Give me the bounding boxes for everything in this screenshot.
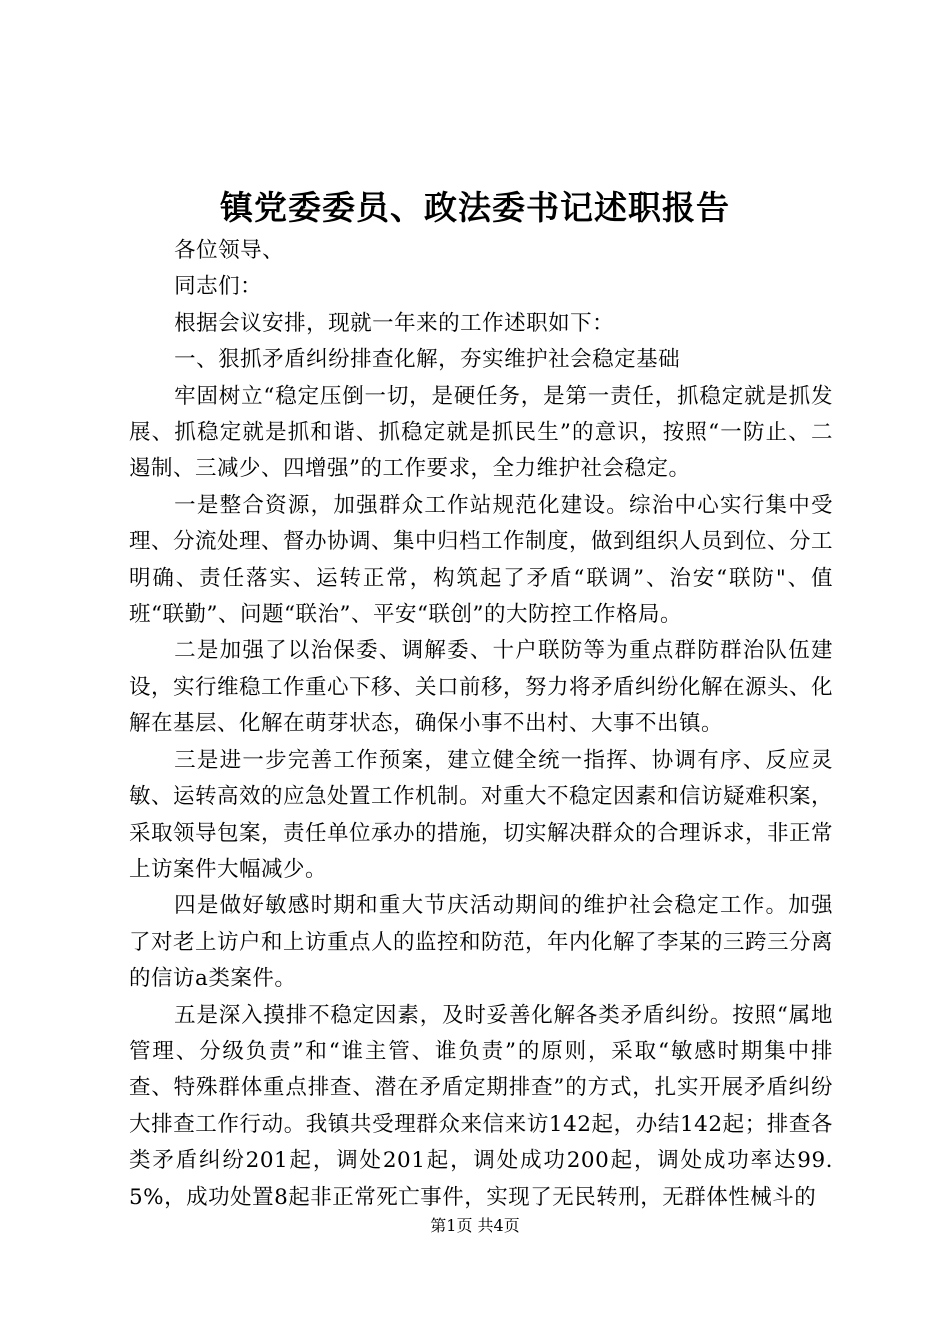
section-heading-1: 一、狠抓矛盾纠纷排查化解，夯实维护社会稳定基础 [174, 347, 681, 373]
paragraph-salutation-comrades: 同志们： [174, 274, 263, 300]
paragraph-point-4: 四是做好敏感时期和重大节庆活动期间的维护社会稳定工作。加强了对老上访户和上访重点人的监控和防范，年内化解了李某的三跨三分离的信访a类案件。 [129, 893, 834, 992]
paragraph-point-1: 一是整合资源，加强群众工作站规范化建设。综治中心实行集中受理、分流处理、督办协调、集中归档工作制度，做到组织人员到位、分工明确、责任落实、运转正常，构筑起了矛盾“联调”、治安“联防"、值班“联勤”、问题“联治”、平安“联创”的大防控工作格局。 [129, 492, 834, 628]
paragraph-point-3: 三是进一步完善工作预案，建立健全统一指挥、协调有序、反应灵敏、运转高效的应急处置工作机制。对重大不稳定因素和信访疑难积案，采取领导包案，责任单位承办的措施，切实解决群众的合理诉求，非正常上访案件大幅减少。 [129, 747, 834, 882]
document-title: 镇党委委员、政法委书记述职报告 [220, 188, 730, 227]
paragraph-point-2: 二是加强了以治保委、调解委、十户联防等为重点群防群治队伍建设，实行维稳工作重心下移、关口前移，努力将矛盾纠纷化解在源头、化解在基层、化解在萌芽状态，确保小事不出村、大事不出镇。 [129, 638, 834, 737]
paragraph-intro: 根据会议安排，现就一年来的工作述职如下： [174, 310, 615, 336]
paragraph-salutation-leaders: 各位领导、 [174, 238, 285, 263]
page-number-footer: 第1页 共4页 [430, 1216, 520, 1235]
document-body [129, 233, 833, 1216]
paragraph-stability-awareness: 牢固树立“稳定压倒一切，是硬任务，是第一责任，抓稳定就是抓发展、抓稳定就是抓和谐、抓稳定就是抓民生”的意识，按照“一防止、二遏制、三减少、四增强”的工作要求，全力维护社会稳定。 [129, 383, 833, 482]
paragraph-point-5: 五是深入摸排不稳定因素，及时妥善化解各类矛盾纠纷。按照“属地管理、分级负责”和“谁主管、谁负责”的原则，采取“敏感时期集中排查、特殊群体重点排查、潜在矛盾定期排查”的方式，扎实开展矛盾纠纷大排查工作行动。我镇共受理群众来信来访142起，办结142起；排查各类矛盾纠纷201起，调处201起，调处成功200起，调处成功率达99.5%，成功处置8起非正常死亡事件，实现了无民转刑，无群体性械斗的 [129, 1002, 833, 1210]
